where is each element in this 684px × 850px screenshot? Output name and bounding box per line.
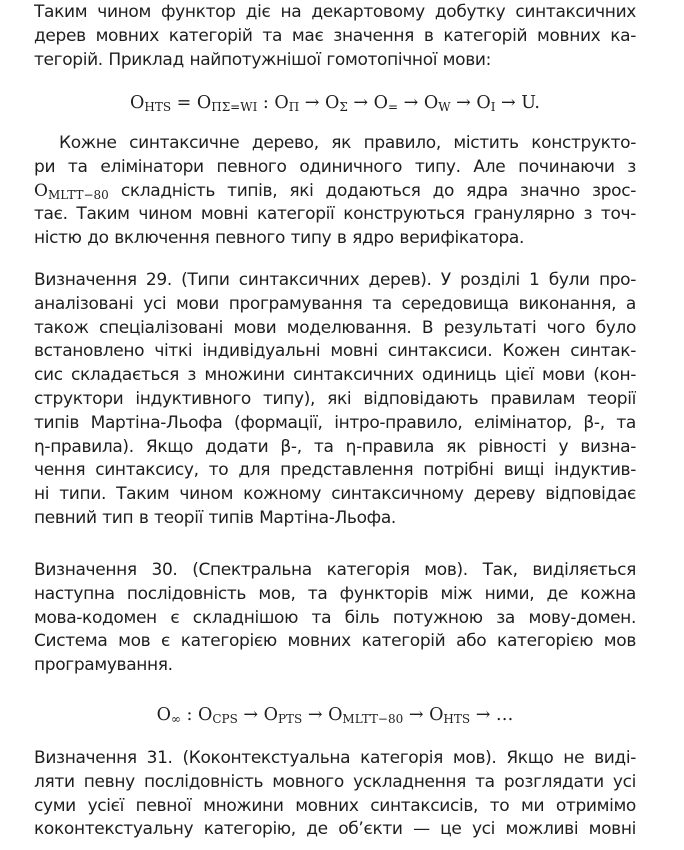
text-line: Визначення 31. (Коконтекстуальна категорія мов). Якщо не виді- (34, 748, 636, 768)
formula-hts: $O_{HTS} = O_{\Pi\Sigma=WI}$ : $O_\Pi \to O_\Sigma \to O_= \to O_W \to O_I \to U$. (130, 93, 540, 114)
text-line: типів Мартіна-Льофа (формації, інтро-правило, елімінатор, β-, та (34, 412, 636, 433)
text-line: аналізовані усі мови програмування та середовища виконання, а (34, 293, 636, 314)
paragraph-intro (34, 1, 636, 72)
text-line: ляти певну послідовність мовного ускладнення та розглядати усі (34, 771, 636, 792)
text-line: Кожне синтаксичне дерево, як правило, містить конструкто- (59, 133, 636, 153)
text-line: коконтекстуальну категорію, де об’єкти — це усі можливі мовні (34, 819, 636, 840)
text-line: η-правила). Якщо додати β-, та η-правила як рівності у визна- (34, 436, 636, 457)
text-line: чення синтаксису, то для представлення потрібні вищі індуктив- (34, 460, 636, 481)
text-line: $O_{MLTT-80}$ складність типів, які додаються до ядра значно зрос- (34, 180, 636, 202)
text-line: тегорій. Приклад найпотужнішої гомотопічної мови: (34, 49, 491, 70)
text-line: ністю до включення певного типу в ядро верифікатора. (34, 228, 525, 249)
text-line: суми усієї певної множини мовних синтаксисів, то ми отримімо (34, 795, 636, 816)
definition-30 (34, 559, 636, 678)
text-line: Таким чином функтор діє на декартовому добутку синтаксичних (34, 2, 636, 22)
text-line: ні типи. Таким чином кожному синтаксичному дереву відповідає (34, 484, 636, 505)
text-line: Визначення 30. (Спектральна категорія мов). Так, виділяється (34, 560, 636, 580)
text-line: встановлено чіткі індивідуальні мовні синтаксиси. Кожен синтак- (34, 341, 636, 362)
text-line: тає. Таким чином мовні категорії конструються гранулярно з точ- (34, 204, 636, 225)
text-line: Система мов є категорією мовних категорій або категорією мов (34, 631, 636, 652)
text-line: ри та елімінатори певного одиничного типу. Але починаючи з (34, 156, 636, 177)
text-line: наступна послідовність мов, та функторів між ними, де кожна (34, 583, 636, 604)
text-line: дерев мовних категорій та має значення в категорій мовних ка- (34, 25, 636, 46)
paragraph-syntax-trees (34, 132, 636, 251)
formula-spectral: $O_\infty$ : $O_{CPS} \to O_{PTS} \to O_{MLTT-80} \to O_{HTS}$ → … (156, 705, 514, 726)
text-line: також спеціалізовані мови моделювання. В результаті чого було (34, 317, 636, 338)
text-line: сис складається з множини синтаксичних одиниць цієї мови (кон- (34, 365, 636, 386)
text-line: мова-кодомен є складнішою та біль потужною за мову-домен. (34, 607, 636, 628)
text-line: певний тип в теорії типів Мартіна-Льофа. (34, 507, 396, 528)
text-line: програмування. (34, 655, 173, 676)
definition-29 (34, 269, 636, 531)
text-line: Визначення 29. (Типи синтаксичних дерев). У розділі 1 були про- (34, 270, 636, 290)
definition-31 (34, 747, 636, 842)
text-line: структори індуктивного типу), які відповідають правилам теорії (34, 388, 636, 409)
